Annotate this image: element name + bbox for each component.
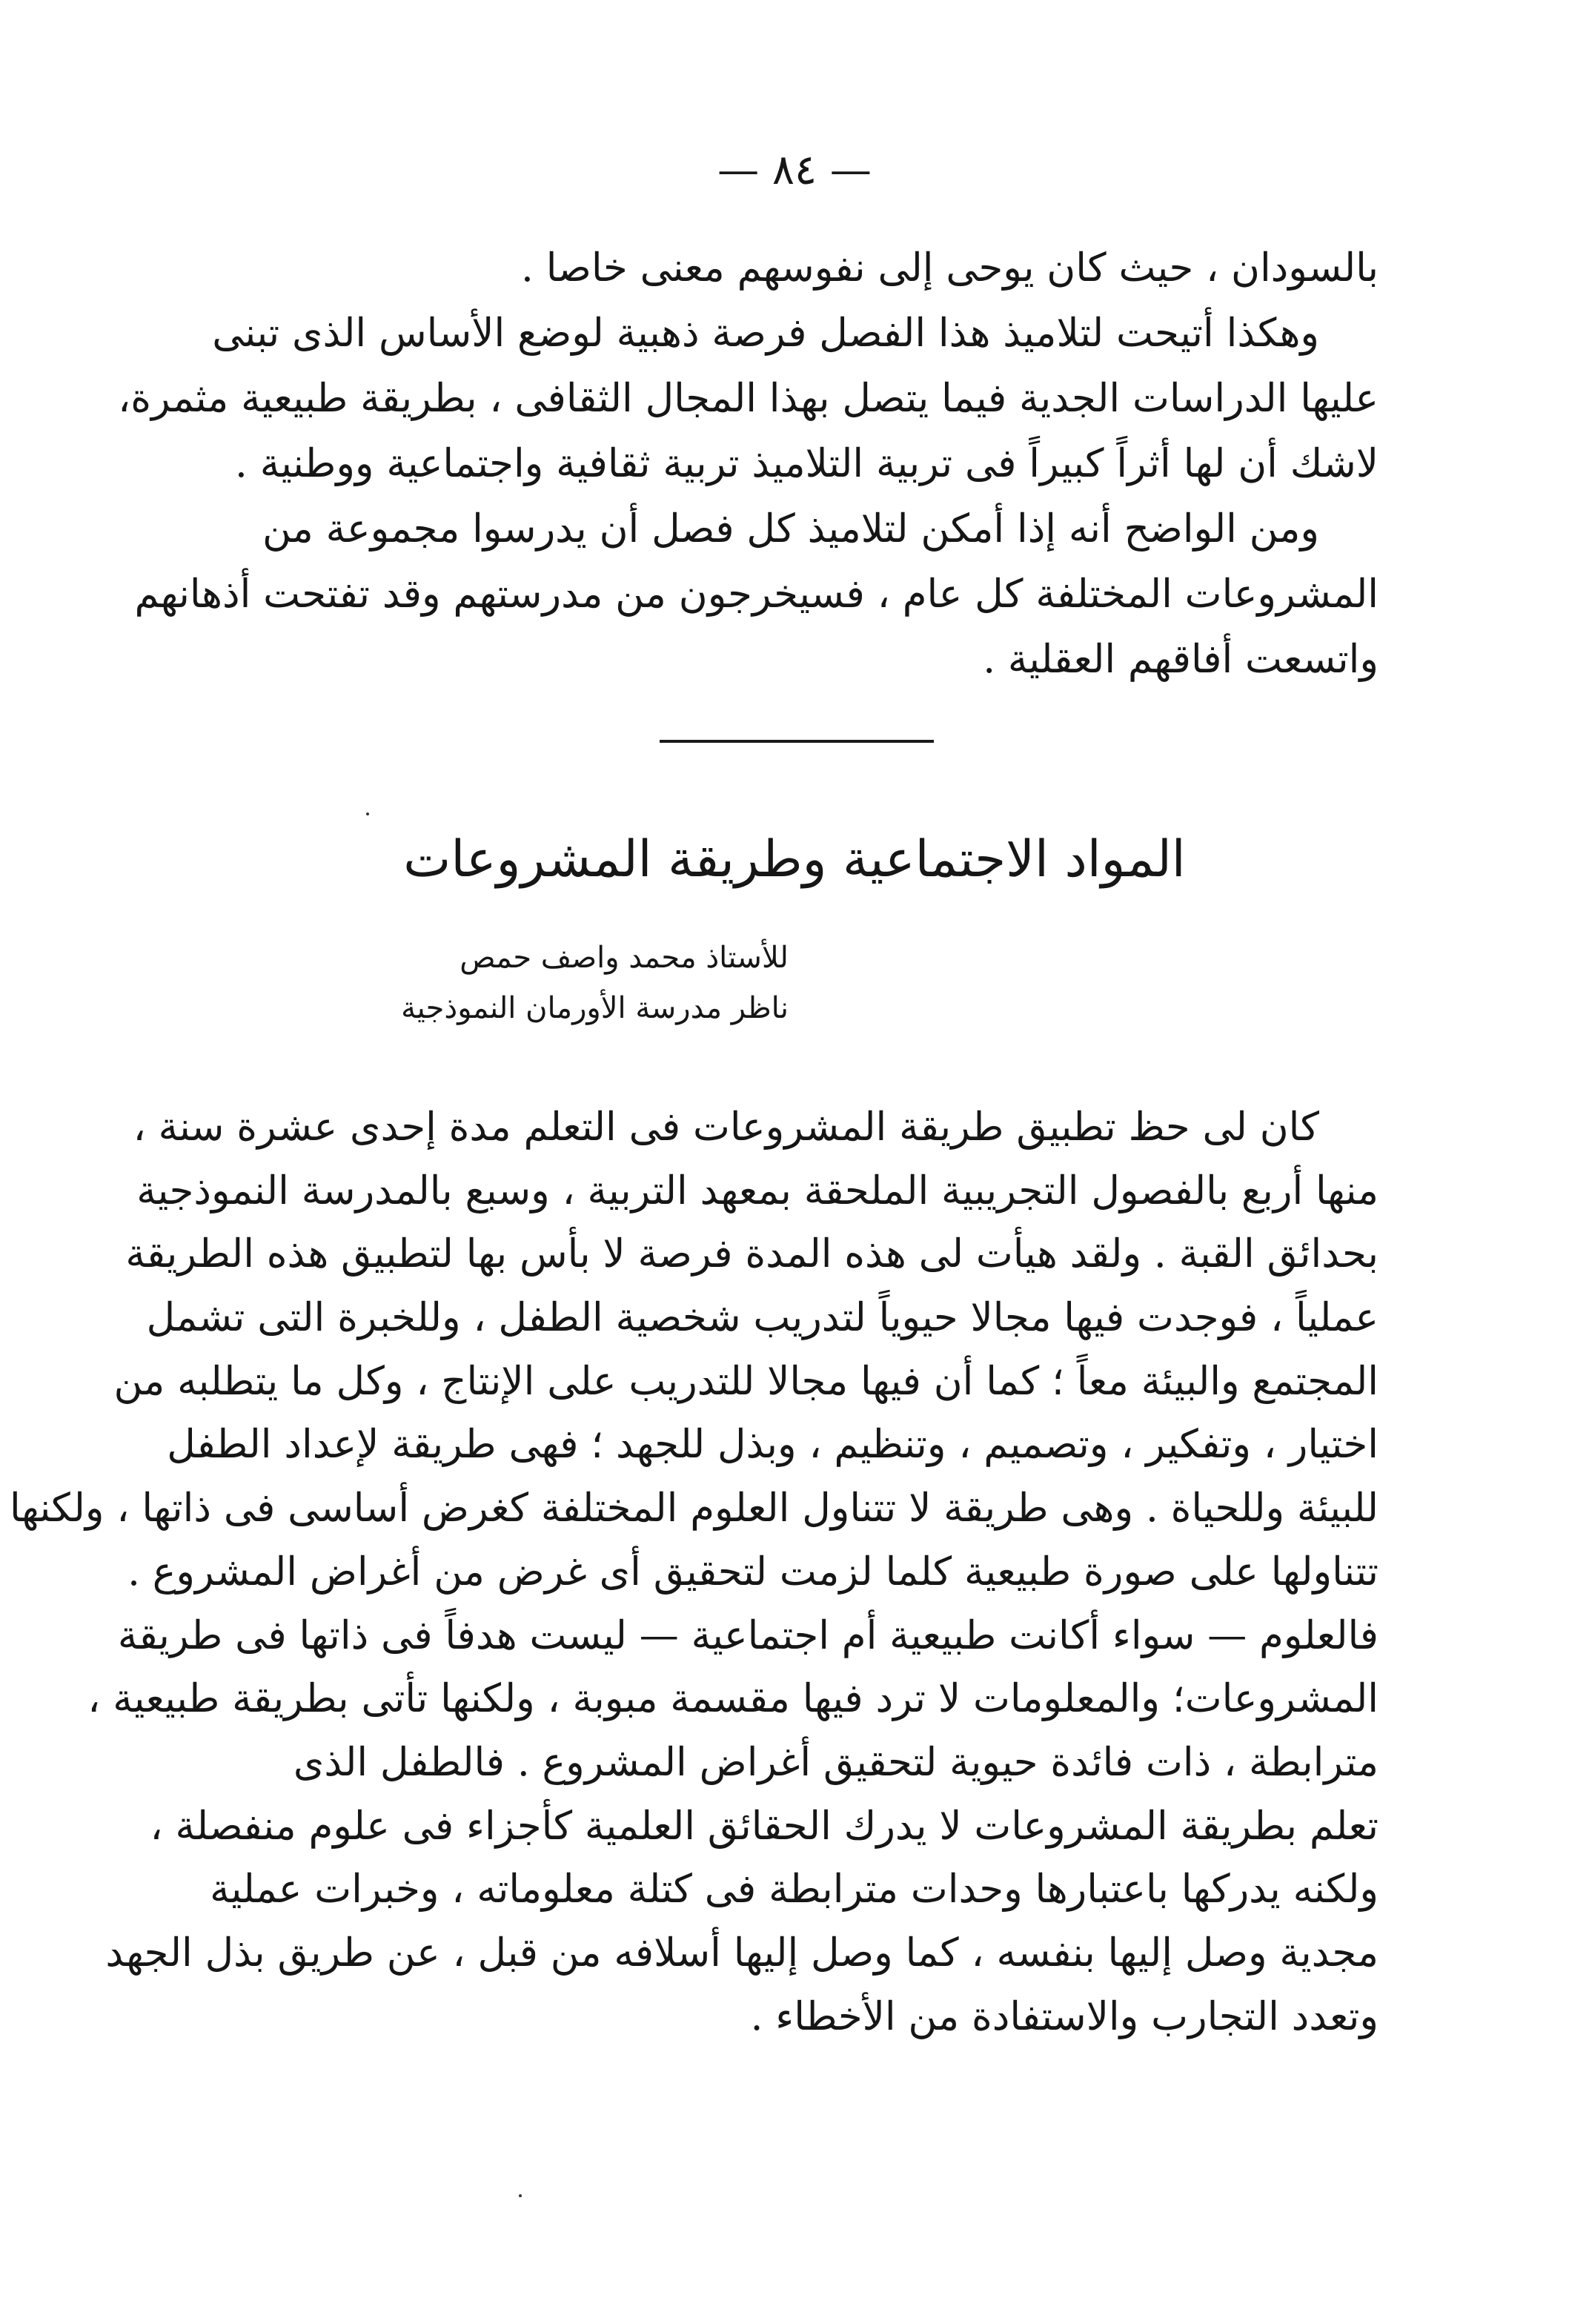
section-divider (660, 740, 934, 743)
text-line: ومن الواضح أنه إذا أمكن لتلاميذ كل فصل أن يدرسوا مجموعة من (262, 506, 1319, 552)
article-author: للأستاذ محمد واصف حمص (460, 941, 789, 975)
text-line: عملياً ، فوجدت فيها مجالا حيوياً لتدريب شخصية الطفل ، وللخبرة التى تشمل (146, 1295, 1379, 1341)
text-line: واتسعت أفاقهم العقلية . (983, 637, 1379, 682)
text-line: للبيئة وللحياة . وهى طريقة لا تتناول العلوم المختلفة كغرض أساسى فى ذاتها ، ولكنها (9, 1486, 1379, 1532)
text-line: المشروعات المختلفة كل عام ، فسيخرجون من مدرستهم وقد تفتحت أذهانهم (134, 572, 1379, 617)
page-number: — ٨٤ — (717, 146, 872, 194)
text-line: عليها الدراسات الجدية فيما يتصل بهذا المجال الثقافى ، بطريقة طبيعية مثمرة، (118, 376, 1379, 421)
text-line: بالسودان ، حيث كان يوحى إلى نفوسهم معنى خاصا . (521, 245, 1379, 291)
text-line: تعلم بطريقة المشروعات لا يدرك الحقائق العلمية كأجزاء فى علوم منفصلة ، (150, 1803, 1379, 1849)
text-line: المجتمع والبيئة معاً ؛ كما أن فيها مجالا للتدريب على الإنتاج ، وكل ما يتطلبه من (113, 1358, 1379, 1404)
text-line: مترابطة ، ذات فائدة حيوية لتحقيق أغراض المشروع . فالطفل الذى (293, 1739, 1379, 1785)
text-line: وتعدد التجارب والاستفادة من الأخطاء . (750, 1993, 1379, 2039)
text-line: المشروعات؛ والمعلومات لا ترد فيها مقسمة مبوبة ، ولكنها تأتى بطريقة طبيعية ، (87, 1676, 1379, 1722)
author-affiliation: ناظر مدرسة الأورمان النموذجية (401, 991, 789, 1025)
text-line: اختيار ، وتفكير ، وتصميم ، وتنظيم ، وبذل للجهد ؛ فهى طريقة لإعداد الطفل (167, 1422, 1379, 1468)
text-line: منها أربع بالفصول التجريبية الملحقة بمعهد التربية ، وسبع بالمدرسة النموذجية (136, 1168, 1379, 1214)
text-line: لاشك أن لها أثراً كبيراً فى تربية التلاميذ تربية ثقافية واجتماعية ووطنية . (235, 441, 1379, 486)
print-speck (366, 812, 369, 815)
print-speck (519, 2194, 522, 2197)
text-line: ولكنه يدركها باعتبارها وحدات مترابطة فى كتلة معلوماته ، وخبرات عملية (210, 1867, 1379, 1913)
text-line: مجدية وصل إليها بنفسه ، كما وصل إليها أسلافه من قبل ، عن طريق بذل الجهد (105, 1930, 1379, 1976)
text-line: كان لى حظ تطبيق طريقة المشروعات فى التعلم مدة إحدى عشرة سنة ، (133, 1105, 1319, 1150)
text-line: تتناولها على صورة طبيعية كلما لزمت لتحقيق أى غرض من أغراض المشروع . (127, 1549, 1379, 1595)
preceding-article-conclusion (118, 236, 1379, 692)
text-line: وهكذا أتيحت لتلاميذ هذا الفصل فرصة ذهبية لوضع الأساس الذى تبنى (212, 311, 1319, 356)
article-title: المواد الاجتماعية وطريقة المشروعات (403, 830, 1186, 889)
text-line: بحدائق القبة . ولقد هيأت لى هذه المدة فرصة لا بأس بها لتطبيق هذه الطريقة (125, 1231, 1379, 1277)
article-body (9, 1096, 1379, 2048)
text-line: فالعلوم — سواء أكانت طبيعية أم اجتماعية — ليست هدفاً فى ذاتها فى طريقة (117, 1612, 1379, 1658)
